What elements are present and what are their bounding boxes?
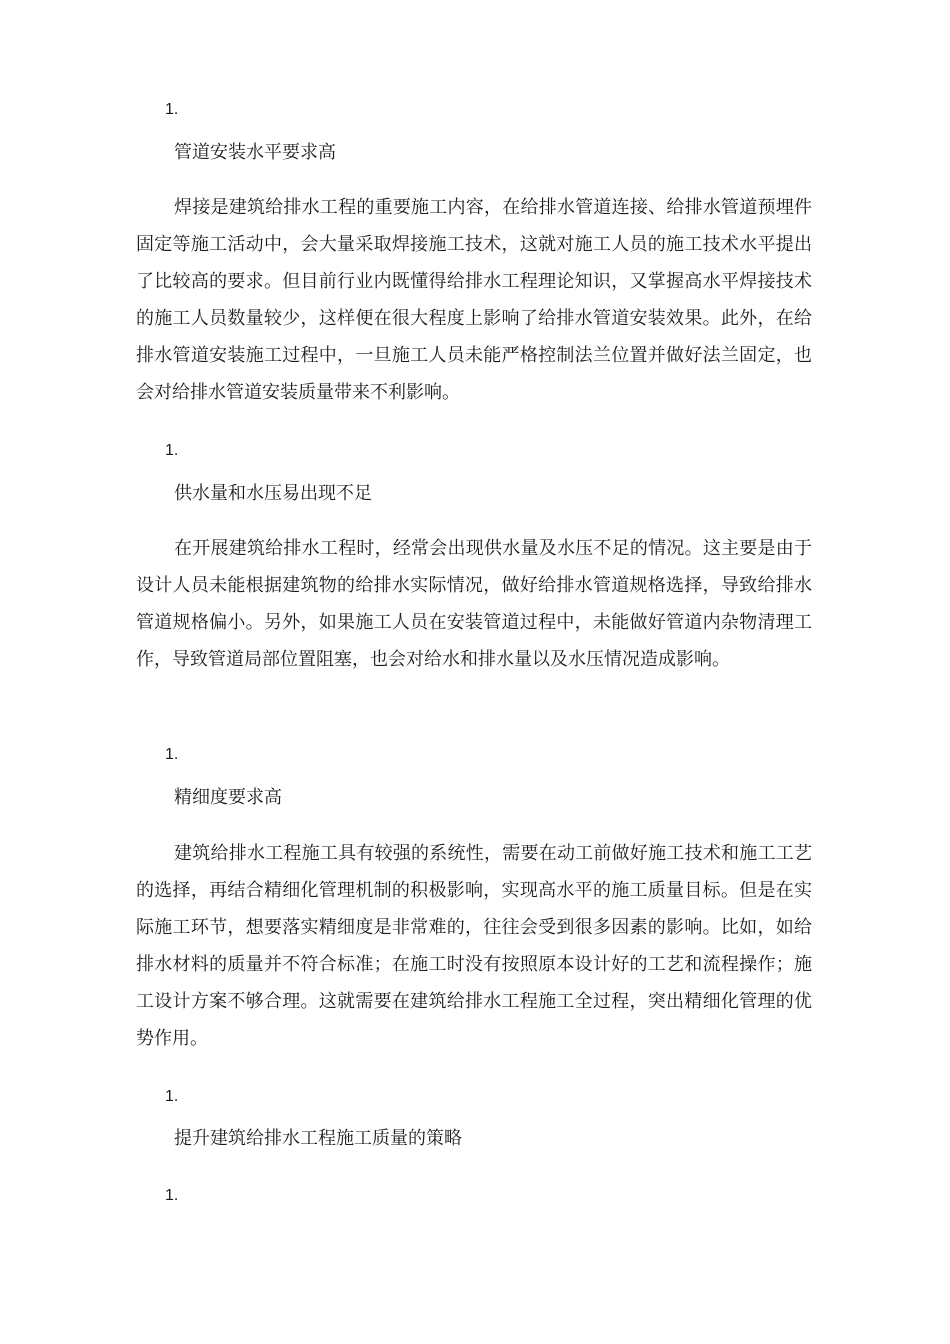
section-heading: 提升建筑给排水工程施工质量的策略 (174, 1128, 462, 1149)
list-number: 1. (165, 746, 179, 763)
body-paragraph: 在开展建筑给排水工程时，经常会出现供水量及水压不足的情况。这主要是由于设计人员未能根据建筑物的给排水实际情况，做好给排水管道规格选择，导致给排水管道规格偏小。另外，如果施工人员在安装管道过程中，未能做好管道内杂物清理工作，导致管道局部位置阻塞，也会对给水和排水量以及水压情况造成影响。 (136, 538, 812, 670)
list-number: 1. (165, 1088, 179, 1105)
list-number: 1. (165, 101, 179, 118)
body-paragraph: 建筑给排水工程施工具有较强的系统性，需要在动工前做好施工技术和施工工艺的选择，再结合精细化管理机制的积极影响，实现高水平的施工质量目标。但是在实际施工环节，想要落实精细度是非常难的，往往会受到很多因素的影响。比如，如给排水材料的质量并不符合标准；在施工时没有按照原本设计好的工艺和流程操作；施工设计方案不够合理。这就需要在建筑给排水工程施工全过程，突出精细化管理的优势作用。 (136, 843, 812, 1049)
section-heading: 管道安装水平要求高 (174, 142, 336, 163)
section-heading: 精细度要求高 (174, 787, 282, 808)
body-paragraph: 焊接是建筑给排水工程的重要施工内容，在给排水管道连接、给排水管道预埋件固定等施工活动中，会大量采取焊接施工技术，这就对施工人员的施工技术水平提出了比较高的要求。但目前行业内既懂得给排水工程理论知识，又掌握高水平焊接技术的施工人员数量较少，这样便在很大程度上影响了给排水管道安装效果。此外，在给排水管道安装施工过程中，一旦施工人员未能严格控制法兰位置并做好法兰固定，也会对给排水管道安装质量带来不利影响。 (136, 197, 812, 403)
section-heading: 供水量和水压易出现不足 (174, 483, 372, 504)
list-number: 1. (165, 442, 179, 459)
list-number: 1. (165, 1187, 179, 1204)
